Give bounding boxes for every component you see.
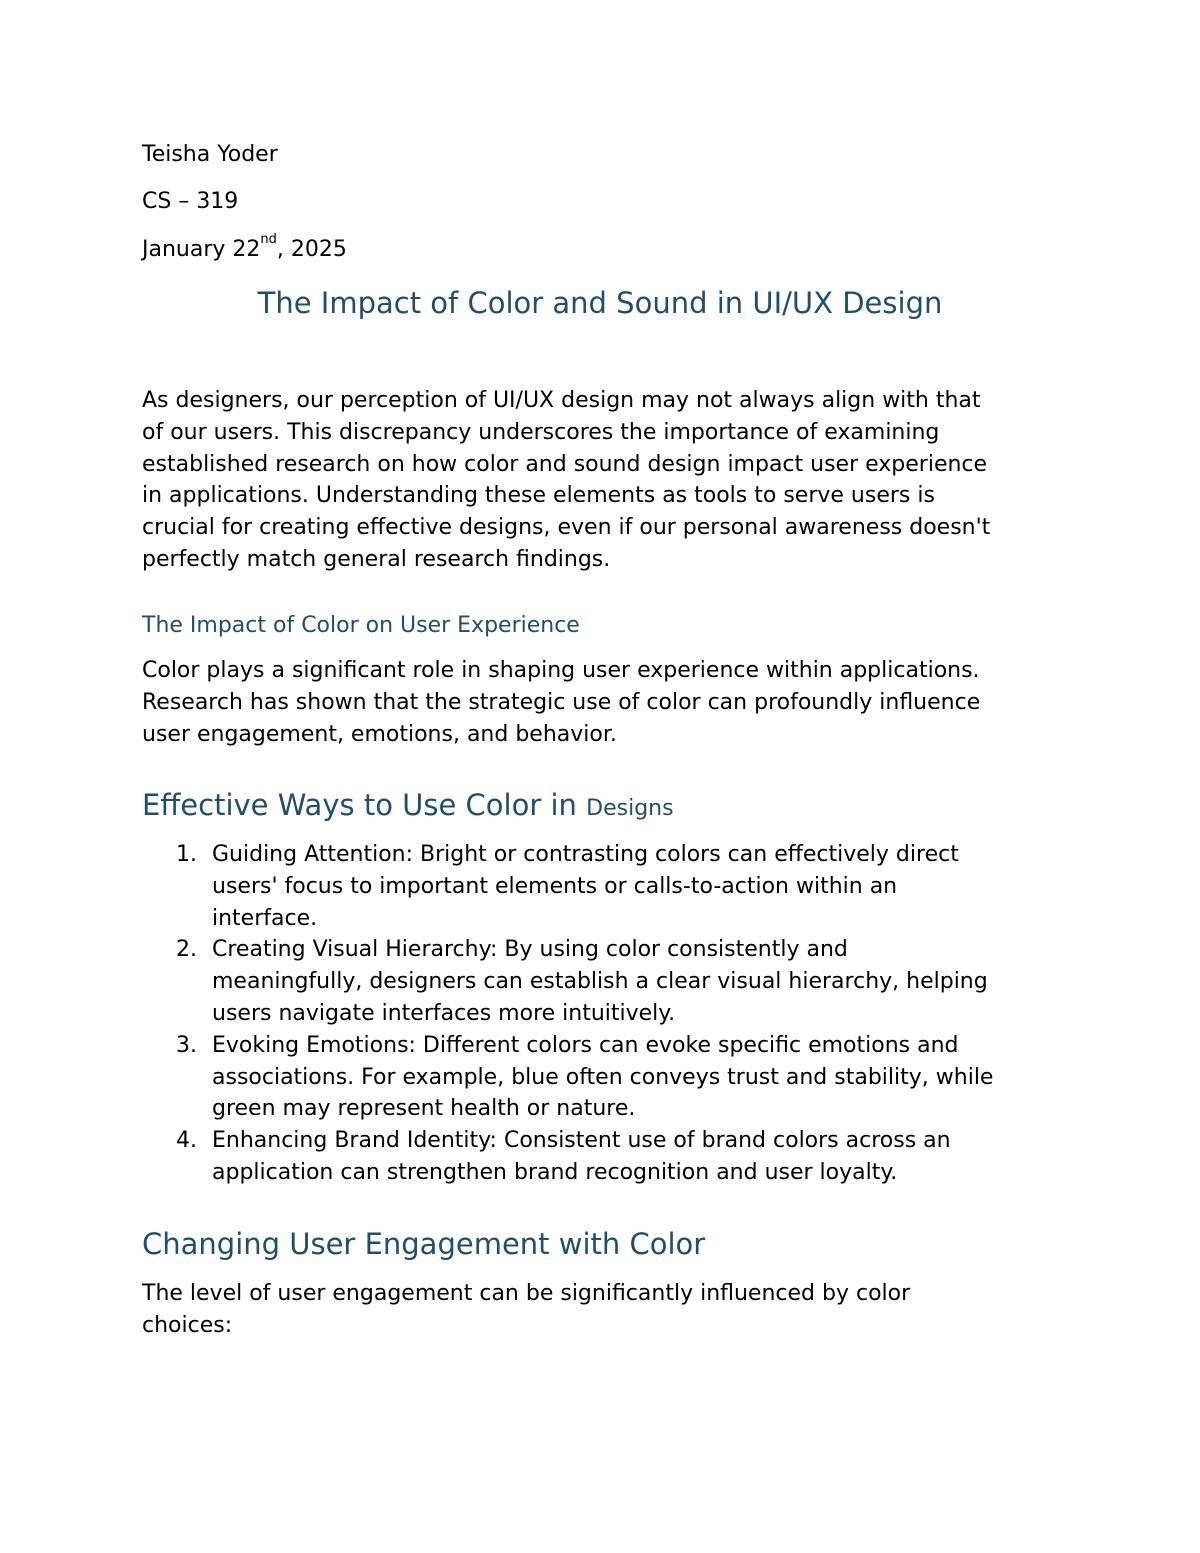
list-item [142, 839, 1102, 934]
color-impact-line: user engagement, emotions, and behavior. [142, 721, 617, 747]
list-item-line: green may represent health or nature. [212, 1096, 636, 1122]
intro-line: perfectly match general research findings. [142, 546, 611, 572]
list-item-number: 1. [176, 842, 197, 867]
list-item [142, 934, 1102, 1029]
engagement-heading: Changing User Engagement with Color [142, 1227, 706, 1261]
list-item-line: Evoking Emotions: Different colors can evoke specific emotions and [212, 1032, 959, 1058]
list-item-line: meaningfully, designers can establish a clear visual hierarchy, helping [212, 969, 988, 995]
intro-line: As designers, our perception of UI/UX design may not always align with that [142, 388, 981, 413]
color-impact-line: Color plays a significant role in shaping user experience within applications. [142, 658, 980, 683]
list-item-line: associations. For example, blue often conveys trust and stability, while [212, 1064, 994, 1090]
effective-ways-heading [142, 787, 674, 827]
color-impact-paragraph [142, 655, 1102, 750]
list-item-line: users navigate interfaces more intuitively. [212, 1000, 676, 1026]
color-impact-line: Research has shown that the strategic use of color can profoundly influence [142, 689, 981, 715]
date-suffix: , 2025 [276, 237, 347, 262]
list-item-line: Guiding Attention: Bright or contrasting colors can effectively direct [212, 842, 959, 867]
effective-ways-list [142, 839, 1102, 1189]
color-impact-heading: The Impact of Color on User Experience [142, 613, 580, 638]
list-item-line: users' focus to important elements or calls-to-action within an [212, 873, 898, 899]
engagement-paragraph [142, 1278, 1102, 1342]
document-title: The Impact of Color and Sound in UI/UX Design [257, 286, 943, 320]
list-item-line: interface. [212, 905, 318, 931]
list-item-number: 3. [176, 1032, 197, 1058]
list-item-number: 2. [176, 937, 197, 963]
intro-line: in applications. Understanding these elements as tools to serve users is [142, 483, 935, 509]
engagement-line: choices: [142, 1312, 233, 1338]
list-item-line: application can strengthen brand recognition and user loyalty. [212, 1159, 898, 1185]
date-prefix: January 22 [142, 237, 261, 262]
list-item-number: 4. [176, 1128, 197, 1154]
date-ordinal: nd [260, 232, 277, 247]
list-item [142, 1125, 1102, 1189]
effective-ways-heading-main: Effective Ways to Use Color in [142, 788, 587, 822]
list-item [142, 1030, 1102, 1125]
intro-line: established research on how color and sound design impact user experience [142, 451, 988, 477]
intro-line: of our users. This discrepancy underscores the importance of examining [142, 419, 940, 445]
intro-paragraph [142, 385, 1102, 576]
intro-line: crucial for creating effective designs, even if our personal awareness doesn't [142, 515, 991, 541]
document-date [142, 232, 347, 265]
author-name: Teisha Yoder [142, 142, 278, 167]
list-item-line: Creating Visual Hierarchy: By using color consistently and [212, 937, 848, 963]
list-item-line: Enhancing Brand Identity: Consistent use of brand colors across an [212, 1128, 951, 1154]
course-code: CS – 319 [142, 189, 239, 214]
engagement-line: The level of user engagement can be significantly influenced by color [142, 1281, 911, 1306]
effective-ways-heading-small: Designs [586, 796, 674, 821]
